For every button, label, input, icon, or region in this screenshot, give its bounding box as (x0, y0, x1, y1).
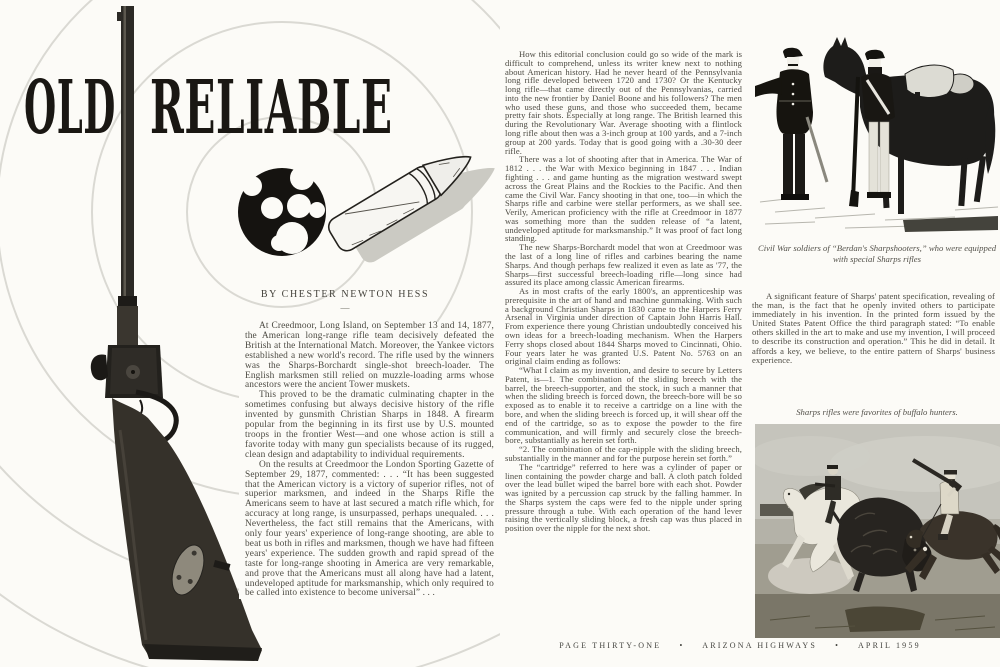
page-title-reliable: RELIABLE (150, 65, 393, 151)
paragraph: There was a lot of shooting after that in America. The War of 1812 . . . the War with Mexico beginning in 1847 . . . Indian fighting . . . and game hunting as the migration westward swept across the Great Plains and the Rockies to the Pacific. And then came the Civil War. Fancy shooting in that one, too—in which the Sharps rifle and carbine were stellar performers, as we shall see. Verily, American proficiency with the rifle at Creedmoor in 1877 was something more than the sudden release of “a latent, undeveloped aptitude for marksmanship.” It was proof of fact long standing. (505, 154, 742, 244)
paragraph: “2. The combination of the cap-nipple with the sliding breech, substantially in the manner and for the purpose herein set forth.” (505, 444, 742, 463)
left-text-column (239, 322, 500, 599)
paragraph: At Creedmoor, Long Island, on September 13 and 14, 1877, the American long-range rifle team decisively defeated the British at the International Match. Moreover, the Yankee victors established a new world's record. The rifle used by the winners was the Sharps-Borchardt single-shot breech-loader. The English marksmen still relied on muzzle-loading arms whose ancestors were the ancient Tower muskets. (245, 321, 494, 391)
paragraph: How this editorial conclusion could go so wide of the mark is difficult to comprehend, unless its writer knew next to nothing about American history. Had he never heard of the Pennsylvania long rifle developed between 1720 and 1730? Or the Kentucky long rifle—that came directly out of the Pennsylvanias, carried into the new frontier by Daniel Boone and his followers? The men who used these guns, and those who succeeded them, became pretty fair shots. Especially at long range. The British learned this during the Revolutionary War. Average shooting with a flintlock long rifle about then was a 3-inch group at 100 yards, and a 7-inch group at 200 yards. Today that is good going with a .30-30 deer rifle. (505, 49, 742, 156)
caption-buffalo: Sharps rifles were favorites of buffalo hunters. (796, 407, 958, 417)
footer-separator-icon: • (679, 641, 685, 650)
soldiers-illustration (755, 22, 1000, 234)
page-title-old: OLD (24, 65, 116, 151)
bullet-illustration (325, 134, 500, 273)
right-text-column-1 (505, 50, 742, 533)
footer-separator-icon: • (835, 641, 841, 650)
footer-page-label: PAGE THIRTY-ONE (559, 641, 662, 650)
footer-magazine-title: ARIZONA HIGHWAYS (702, 641, 817, 650)
byline: BY CHESTER NEWTON HESS (260, 289, 430, 300)
right-text-column-2 (752, 292, 995, 365)
byline-dash: — (340, 303, 350, 313)
paragraph: As in most crafts of the early 1800's, an apprenticeship was prerequisite in the art of hand and machine gunmaking. With such a background Christian Sharps in 1830 came to the Harpers Ferry Arsenal in Virginia under direction of Captain John Harris Hall. From experience there young Christian undoubtedly conceived his own ideas for a breech-loading mechanism. When the Harpers Ferry shops closed about 1844 Sharps moved to Cincinnati, Ohio. Four years later he was granted U.S. Patent No. 5763 on an original claim ending as follows: (505, 286, 742, 367)
paragraph: A significant feature of Sharps' patent specification, revealing of the man, is the fact that he openly invited others to participate immediately in his invention. In the printed form issued by the United States Patent Office the third paragraph stated: “To enable others skilled in the art to make and use my invention, I will proceed to describe its construction and operation.” This he did in detail. It affords a key, we believe, to the entire pattern of Sharps' business experience. (752, 291, 995, 365)
caption-soldiers: Civil War soldiers of “Berdan's Sharpshooters,” who were equipped with special Sharps rifles (757, 243, 997, 264)
paragraph: “What I claim as my invention, and desire to secure by Letters Patent, is—1. The combination of the sliding breech with the barrel, the breech-supporter, and the stock, in such a manner that when the sliding breech is forced down, the breech-bore will be so exposed as to enable it to receive a cartridge on a line with the bore, and when the sliding breech is forced up, it will shear off the end of the cartridge, so as to expose the powder to the fire communication, and will firmly and securely close the breech-bore, substantially as herein set forth. (505, 365, 742, 446)
page-footer (520, 641, 960, 650)
paragraph: The “cartridge” referred to here was a cylinder of paper or linen containing the powder charge and ball. A cloth patch folded over the lead bullet wiped the barrel bore with each shot. Powder was ignited by a percussion cap struck by the falling hammer. In the Sharps system the caps were fed to the nipple under spring pressure through a tube. With each operation of the hand lever raising the vertically sliding block, a fresh cap was thus placed in position over the nipple for the next shot. (505, 461, 742, 534)
paragraph: The new Sharps-Borchardt model that won at Creedmoor was the last of a long line of rifles and carbines bearing the name Sharps. And though perhaps few realized it even as late as '77, the Sharps—first successful breech-loading rifle—long since had assured its place among classic American firearms. (505, 242, 742, 288)
paragraph: This proved to be the dramatic culminating chapter in the sometimes confusing but always decisive history of the rifle invented by gunsmith Christian Sharps in 1848. A firearm popular from the beginning in its first use by U.S. mounted troops in the frontier West—and one whose action is still a favorite today with many gun specialists because of its rugged, clean design and adaptability to individual requirements. (245, 390, 494, 460)
target-illustration (238, 165, 326, 256)
buffalo-hunt-illustration (755, 424, 1000, 638)
footer-issue-date: APRIL 1959 (857, 641, 921, 650)
paragraph: On the results at Creedmoor the London Sporting Gazette of September 29, 1877, commented: . . . “It has been suggested that the American victory is a victory of superior rifles, not of superior marksmen, and indeed in the Sharps Rifle the Americans seem to have at last secured a match rifle which, for accuracy at long range, is unsurpassed, perhaps unequaled. . . . Nevertheless, the fact still remains that the Americans, with only four years' experience of long-range shooting, are able to beat us both in rifles and marksmen, though we have had fifteen years' experience. The sudden growth and rapid spread of the taste for long-range shooting in America are very remarkable, and prove that the Americans must all along have had a latent, undeveloped aptitude for marksmanship, which only required to be called into existence to become universal” . . . (245, 459, 494, 599)
